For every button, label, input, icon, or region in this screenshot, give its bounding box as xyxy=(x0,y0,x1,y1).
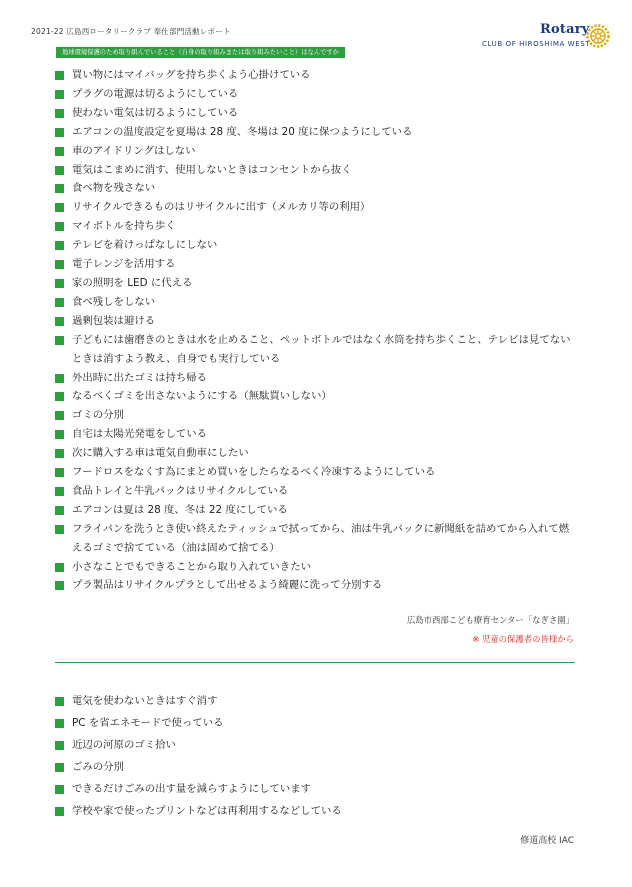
square-bullet-icon xyxy=(55,563,64,572)
list-item xyxy=(55,161,575,180)
list-item-text: 食べ残しをしない xyxy=(72,295,156,308)
source-label: 広島市西部こども療育センター「なぎさ園」 xyxy=(406,615,574,625)
square-bullet-icon xyxy=(55,260,64,269)
list-item-text: 車のアイドリングはしない xyxy=(72,144,196,157)
list-item xyxy=(55,444,575,463)
list-item xyxy=(55,331,575,369)
square-bullet-icon xyxy=(55,222,64,231)
square-bullet-icon xyxy=(55,763,64,772)
square-bullet-icon xyxy=(55,697,64,706)
source-note: ※ 児童の保護者の皆様から xyxy=(472,634,574,644)
rotary-wheel-icon xyxy=(586,24,610,48)
square-bullet-icon xyxy=(55,468,64,477)
list-item-text: 家の照明を LED に代える xyxy=(72,276,193,289)
list-item xyxy=(55,712,575,734)
list-item xyxy=(55,734,575,756)
list-item xyxy=(55,520,575,558)
list-item-text: ゴミの分別 xyxy=(72,409,124,422)
square-bullet-icon xyxy=(55,525,64,534)
list-item-text: 子どもには歯磨きのときは水を止めること、ペットボトルではなく水筒を持ち歩くこと、テレビは見てないときは消すよう教え、自身でも実行している xyxy=(72,333,571,365)
list-item xyxy=(55,236,575,255)
list-item-text: 電子レンジを活用する xyxy=(72,258,176,271)
list-item xyxy=(55,406,575,425)
square-bullet-icon xyxy=(55,506,64,515)
source-label-shudo: 修道高校 IAC xyxy=(520,836,574,846)
list-item xyxy=(55,104,575,123)
square-bullet-icon xyxy=(55,719,64,728)
square-bullet-icon xyxy=(55,741,64,750)
list-item-text: なるべくゴミを出さないようにする（無駄買いしない） xyxy=(72,390,332,403)
list-item xyxy=(55,255,575,274)
square-bullet-icon xyxy=(55,317,64,326)
logo-wordmark: Rotary xyxy=(540,22,590,37)
list-item-text: 学校や家で使ったプリントなどは再利用するなどしている xyxy=(72,805,342,817)
square-bullet-icon xyxy=(55,374,64,383)
list-item-text: リサイクルできるものはリサイクルに出す（メルカリ等の利用） xyxy=(72,201,371,214)
list-item xyxy=(55,425,575,444)
list-item xyxy=(55,463,575,482)
list-item-text: 電気を使わないときはすぐ消す xyxy=(72,695,218,707)
list-item xyxy=(55,142,575,161)
square-bullet-icon xyxy=(55,203,64,212)
list-item-text: プラ製品はリサイクルプラとして出せるよう綺麗に洗って分別する xyxy=(72,579,383,592)
list-item xyxy=(55,800,575,822)
rotary-logo xyxy=(480,22,610,54)
list-item-text: 外出時に出たゴミは持ち帰る xyxy=(72,371,208,384)
list-item-text: ごみの分別 xyxy=(72,761,124,773)
list-item xyxy=(55,123,575,142)
list-item-text: エアコンの温度設定を夏場は 28 度、冬場は 20 度に保つようにしている xyxy=(72,125,413,138)
list-item-text: フライパンを洗うとき使い終えたティッシュで拭ってから、油は牛乳パックに新聞紙を詰めてから入れて燃えるゴミで捨てている（油は固めて捨てる） xyxy=(72,522,570,554)
list-item-text: できるだけごみの出す量を減らすようにしています xyxy=(72,783,311,795)
square-bullet-icon xyxy=(55,184,64,193)
square-bullet-icon xyxy=(55,241,64,250)
list-item-text: 過剰包装は避ける xyxy=(72,314,156,327)
list-item xyxy=(55,558,575,577)
square-bullet-icon xyxy=(55,279,64,288)
list-item-text: 電気はこまめに消す、使用しないときはコンセントから抜く xyxy=(72,163,352,176)
square-bullet-icon xyxy=(55,90,64,99)
list-item xyxy=(55,179,575,198)
list-item-text: 食品トレイと牛乳パックはリサイクルしている xyxy=(72,484,289,497)
square-bullet-icon xyxy=(55,336,64,345)
square-bullet-icon xyxy=(55,487,64,496)
square-bullet-icon xyxy=(55,71,64,80)
square-bullet-icon xyxy=(55,785,64,794)
square-bullet-icon xyxy=(55,581,64,590)
report-title: 2021-22 広島西ロータリークラブ 奉仕部門活動レポート xyxy=(31,27,231,36)
list-item-text: 小さなことでもできることから取り入れていきたい xyxy=(72,560,311,573)
section-divider xyxy=(55,662,575,663)
list-item xyxy=(55,690,575,712)
square-bullet-icon xyxy=(55,392,64,401)
list-item xyxy=(55,778,575,800)
list-item-text: 自宅は太陽光発電をしている xyxy=(72,428,208,441)
square-bullet-icon xyxy=(55,128,64,137)
response-list-shudo xyxy=(55,690,575,822)
list-item xyxy=(55,482,575,501)
list-item-text: テレビを着けっぱなしにしない xyxy=(72,239,218,252)
list-item-text: プラグの電源は切るようにしている xyxy=(72,87,239,100)
list-item xyxy=(55,217,575,236)
list-item xyxy=(55,66,575,85)
logo-club-name: CLUB OF HIROSHIMA WEST xyxy=(482,40,591,48)
square-bullet-icon xyxy=(55,298,64,307)
list-item-text: 買い物にはマイバッグを持ち歩くよう心掛けている xyxy=(72,69,311,81)
list-item-text: 使わない電気は切るようにしている xyxy=(72,106,239,119)
list-item xyxy=(55,387,575,406)
square-bullet-icon xyxy=(55,430,64,439)
list-item xyxy=(55,85,575,104)
list-item-text: PC を省エネモードで使っている xyxy=(72,717,224,729)
list-item-text: エアコンは夏は 28 度、冬は 22 度にしている xyxy=(72,503,288,516)
list-item xyxy=(55,293,575,312)
response-list-nagisaen xyxy=(55,66,575,595)
list-item xyxy=(55,369,575,388)
list-item xyxy=(55,756,575,778)
square-bullet-icon xyxy=(55,166,64,175)
square-bullet-icon xyxy=(55,807,64,816)
square-bullet-icon xyxy=(55,147,64,156)
square-bullet-icon xyxy=(55,411,64,420)
square-bullet-icon xyxy=(55,109,64,118)
list-item xyxy=(55,198,575,217)
list-item-text: フードロスをなくす為にまとめ買いをしたらなるべく冷凍するようにしている xyxy=(72,466,436,479)
list-item xyxy=(55,576,575,595)
square-bullet-icon xyxy=(55,449,64,458)
question-banner: 地球環境保護のため取り組んでいること（自身の取り組みまたは取り組みたいこと）はなんですか xyxy=(56,47,345,58)
list-item-text: 近辺の河原のゴミ拾い xyxy=(72,739,176,751)
list-item xyxy=(55,501,575,520)
list-item-text: マイボトルを持ち歩く xyxy=(72,220,176,233)
list-item-text: 食べ物を残さない xyxy=(72,182,156,195)
list-item xyxy=(55,274,575,293)
list-item xyxy=(55,312,575,331)
list-item-text: 次に購入する車は電気自動車にしたい xyxy=(72,447,249,460)
